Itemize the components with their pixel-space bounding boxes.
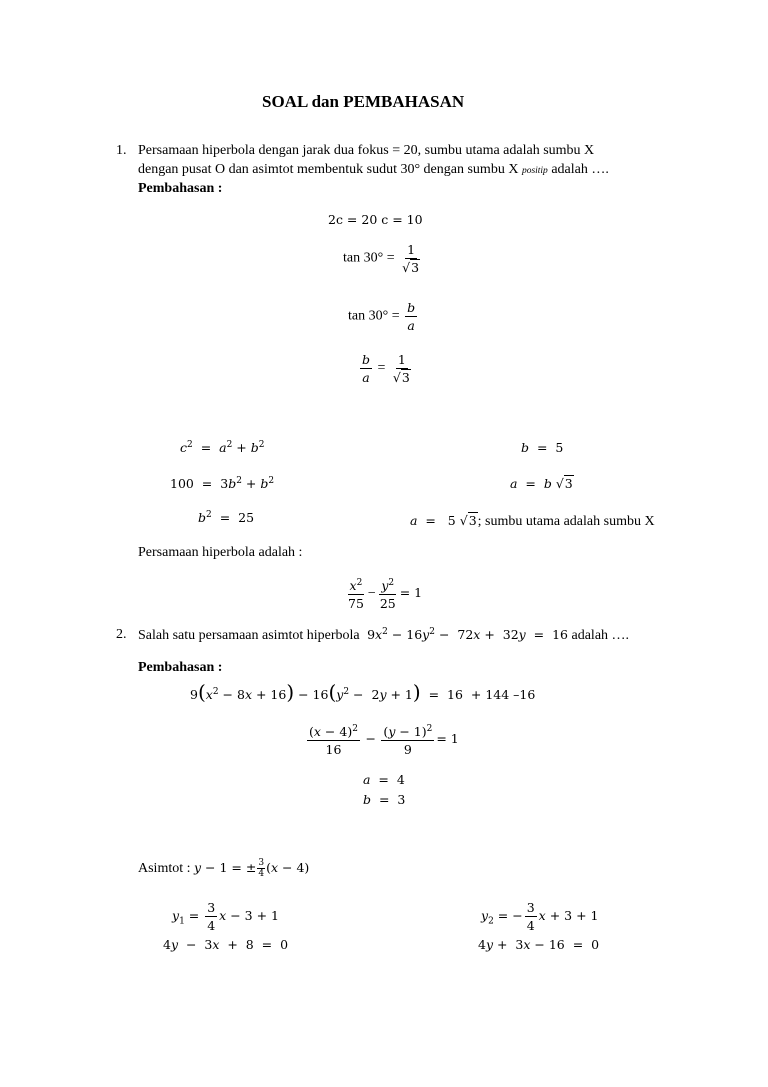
q1-final-eq: $\frac{x^2}{75}$ − $\frac{y^2}{25}$ = 1 [348,578,423,612]
q2-number: 2. [116,627,127,642]
y1-den: 4 [207,918,216,933]
q2-frac1-num: $(x - 4)^2$ [309,724,358,740]
q2-text: Salah satu persamaan asimtot hiperbola $9x^2 - 16y^2 - 72x + 32y = 16$ adalah …. [138,627,630,644]
q1-100: $100 = 3b^2 + b^2$ [170,476,275,492]
minus-1: − [367,585,376,601]
sqrt-3-c: 3 [564,476,573,491]
q2-y2-eq: 4y + 3x − 16 = 0 [478,937,600,952]
q1-persamaan: Persamaan hiperbola adalah : [138,545,303,560]
sfrac-4: 4 [258,869,265,879]
q2-y1-eq: 4y − 3x + 8 = 0 [163,937,289,952]
q2-frac1-den: 16 [325,742,342,758]
q2-a4: a = 4 [363,772,405,787]
q2-expand: $9(x^2 - 8x + 16) - 16(y^2 - 2y + 1) = 16 + 144$ –16 [190,680,536,704]
q1-line1: Persamaan hiperbola dengan jarak dua fokus = 20, sumbu utama adalah sumbu X [138,143,595,158]
den-25: 25 [379,596,396,612]
q2-y1: $y_1$ = $\frac{3}{4}$ x − 3 + 1 [172,900,279,933]
q2-frac2-den: 9 [403,742,412,758]
q1-eq-2c: 2c = 20 c = 10 [328,212,423,227]
sqrt-3: 3 [411,260,420,275]
q1-sumbu: ; sumbu utama adalah sumbu X [477,514,655,529]
q1-a-5: a = 5 √3; sumbu utama adalah sumbu X [410,513,655,529]
frac-num-b: b [407,300,416,315]
frac-den-a-2: a [362,370,370,385]
q1-b2: $b^2 = 25$ [198,510,255,526]
q1-pembahasan: Pembahasan : [138,181,223,196]
y2-num: 3 [526,900,535,915]
frac-den-a: a [407,318,415,333]
sqrt-3-d: 3 [468,513,477,528]
sqrt-3-b: 3 [401,370,410,385]
frac-num-1-b: 1 [397,352,406,367]
q2-frac2-num: $(y - 1)^2$ [383,724,433,740]
q1-line2-b: adalah …. [547,162,609,177]
eq-sign: = [377,360,386,376]
den-75: 75 [348,596,364,612]
q2-frac-eq: $\frac{(x - 4)^2}{16}$ − $\frac{(y - 1)^2}{9}$ = 1 [309,724,459,758]
frac-num-1: 1 [407,242,416,257]
q2-text-prefix: Salah satu persamaan asimtot hiperbola [138,628,360,644]
y2-den: 4 [526,918,535,933]
q2-pembahasan: Pembahasan : [138,660,223,675]
eq-one: = 1 [399,584,423,600]
q1-number: 1. [116,143,127,158]
q1-c2: $c^2 = a^2 + b^2$ [180,440,265,456]
q1-line2 [138,162,609,178]
sfrac-3: 3 [258,858,265,868]
q2-asimtot: Asimtot : y − 1 = ± $\frac{3}{4}$ (x − 4) [138,858,310,879]
q1-a-b: a = b √3 [510,476,573,491]
frac-num-b-2: b [362,352,371,367]
q2-b3: b = 3 [363,792,406,807]
q1-b5: b = 5 [521,440,564,455]
tan-label: tan 30° = [343,250,395,266]
tan-label-2: tan 30° = [348,308,400,324]
q1-tan-eq-2 [348,300,419,333]
q1-tan-eq-1: tan 30° = $\frac{1}{√3}$ [343,242,420,275]
q2-y2: $y_2$ = − $\frac{3}{4}$ x + 3 + 1 [481,900,599,933]
q1-positip: positip [521,166,548,176]
q2-text-suffix: adalah …. [571,628,630,644]
q1-line2-a: dengan pusat O dan asimtot membentuk sudut 30° dengan sumbu X [138,162,522,177]
page-title: SOAL dan PEMBAHASAN [262,92,465,111]
q1-ba-eq: $\frac{b}{a}$ = $\frac{1}{√3}$ [362,352,410,385]
y1-num: 3 [207,900,216,915]
asimtot-label: Asimtot : [138,861,191,876]
